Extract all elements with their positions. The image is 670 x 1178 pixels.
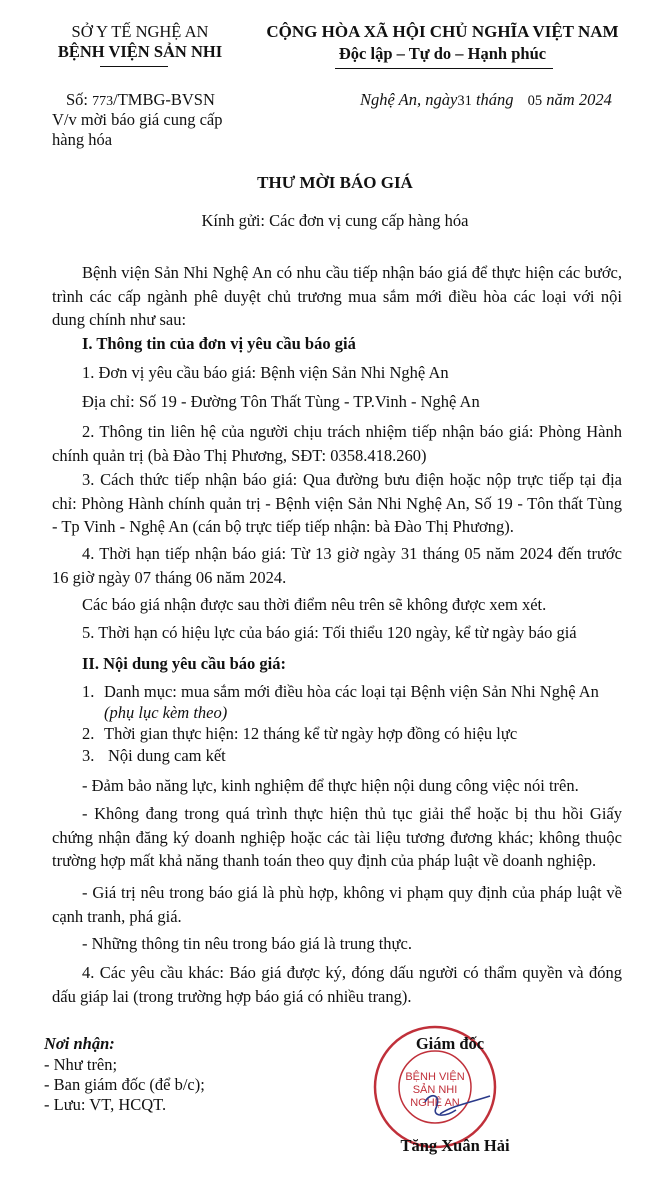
national-title: CỘNG HÒA XÃ HỘI CHỦ NGHĨA VIỆT NAM <box>266 22 619 41</box>
recipient-item: - Ban giám đốc (để b/c); <box>44 1075 205 1094</box>
commitment-3: - Giá trị nêu trong báo giá là phù hợp, không vi phạm quy định của pháp luật về cạnh tranh, phá giá. <box>52 883 622 926</box>
recipient-item: - Lưu: VT, HCQT. <box>44 1095 167 1114</box>
stamp-line-3: NGHỆ AN <box>410 1097 460 1109</box>
section-2-item-2: Thời gian thực hiện: 12 tháng kể từ ngày hợp đồng có hiệu lực <box>104 724 518 743</box>
section-1-item-1: 1. Đơn vị yêu cầu báo giá: Bệnh viện Sản Nhi Nghệ An <box>82 363 449 382</box>
document-number-prefix: Số: <box>66 90 93 109</box>
section-1-item-5: 5. Thời hạn có hiệu lực của báo giá: Tối thiểu 120 ngày, kể từ ngày báo giá <box>82 623 577 642</box>
header-left-underline <box>100 66 168 67</box>
section-2-item-4: 4. Các yêu cầu khác: Báo giá được ký, đóng dấu người có thẩm quyền và đóng dấu giáp lai (trong trường hợp báo giá có nhiều trang). <box>52 963 622 1006</box>
subject-line-2: hàng hóa <box>52 130 113 149</box>
commitment-2: - Không đang trong quá trình thực hiện thủ tục giải thể hoặc bị thu hồi Giấy chứng nhận đăng ký doanh nghiệp hoặc các tài liệu tương đương khác; không thuộc trường hợp mất khả năng thanh toán theo quy định của pháp luật về doanh nghiệp. <box>52 804 622 870</box>
section-2-item-3-number: 3. <box>82 746 95 765</box>
commitment-1: - Đảm bảo năng lực, kinh nghiệm để thực hiện nội dung công việc nói trên. <box>82 776 579 795</box>
greeting: Kính gửi: Các đơn vị cung cấp hàng hóa <box>201 211 469 230</box>
document-number-value: 773 <box>92 94 114 109</box>
header-right-underline <box>335 68 553 69</box>
section-2-item-1-note: (phụ lục kèm theo) <box>104 703 228 722</box>
stamp-line-2: SẢN NHI <box>412 1084 458 1096</box>
national-motto: Độc lập – Tự do – Hạnh phúc <box>338 44 547 63</box>
date-month: 05 <box>527 93 543 109</box>
section-1-note: Các báo giá nhận được sau thời điểm nêu trên sẽ không được xem xét. <box>82 595 547 614</box>
subject-line-1: V/v mời báo giá cung cấp <box>52 110 223 129</box>
section-2-item-2-number: 2. <box>82 724 95 743</box>
section-1-item-3: 3. Cách thức tiếp nhận báo giá: Qua đường bưu điện hoặc nộp trực tiếp tại địa chỉ: Phòng Hành chính quản trị - Bệnh viện Sản Nhi Nghệ An, Số 19 - Tôn thất Tùng - Tp Vinh - Nghệ An (cán bộ trực tiếp tiếp nhận: bà Đào Thị Phương). <box>52 470 622 536</box>
date-day: 31 <box>457 93 472 109</box>
section-2-item-1-number: 1. <box>82 682 95 701</box>
section-2-heading: II. Nội dung yêu cầu báo giá: <box>82 654 287 673</box>
hospital-name: BỆNH VIỆN SẢN NHI <box>57 42 223 61</box>
document-title: THƯ MỜI BÁO GIÁ <box>257 173 413 192</box>
stamp-line-1: BỆNH VIỆN <box>405 1071 465 1083</box>
section-1-heading: I. Thông tin của đơn vị yêu cầu báo giá <box>82 334 356 353</box>
intro-paragraph: Bệnh viện Sản Nhi Nghệ An có nhu cầu tiếp nhận báo giá để thực hiện các bước, trình các cấp ngành phê duyệt chủ trương mua sắm mới điều hòa các loại với nội dung chính như sau: <box>52 263 622 329</box>
signer-name: Tăng Xuân Hải <box>400 1136 510 1155</box>
section-1-address: Địa chỉ: Số 19 - Đường Tôn Thất Tùng - TP.Vinh - Nghệ An <box>82 392 480 411</box>
recipient-item: - Như trên; <box>44 1055 118 1074</box>
section-2-item-3: Nội dung cam kết <box>108 746 226 765</box>
document-number <box>66 90 215 110</box>
date-place: Nghệ An, ngày <box>360 90 458 109</box>
section-1-item-2: 2. Thông tin liên hệ của người chịu trách nhiệm tiếp nhận báo giá: Phòng Hành chính quản trị (bà Đào Thị Phương, SĐT: 0358.418.260) <box>52 422 622 465</box>
signer-title: Giám đốc <box>415 1034 485 1053</box>
recipients-heading: Nơi nhận: <box>44 1034 115 1053</box>
section-1-item-4: 4. Thời hạn tiếp nhận báo giá: Từ 13 giờ ngày 31 tháng 05 năm 2024 đến trước 16 giờ ngày 07 tháng 06 năm 2024. <box>52 544 622 587</box>
date-year: năm 2024 <box>542 90 612 109</box>
date-month-label: tháng <box>471 90 518 109</box>
department-name: SỞ Y TẾ NGHỆ AN <box>71 22 209 41</box>
document-number-suffix: /TMBG-BVSN <box>113 90 215 109</box>
section-2-item-1: Danh mục: mua sắm mới điều hòa các loại tại Bệnh viện Sản Nhi Nghệ An <box>104 682 599 701</box>
document-date <box>360 90 612 110</box>
commitment-4: - Những thông tin nêu trong báo giá là trung thực. <box>82 934 412 953</box>
